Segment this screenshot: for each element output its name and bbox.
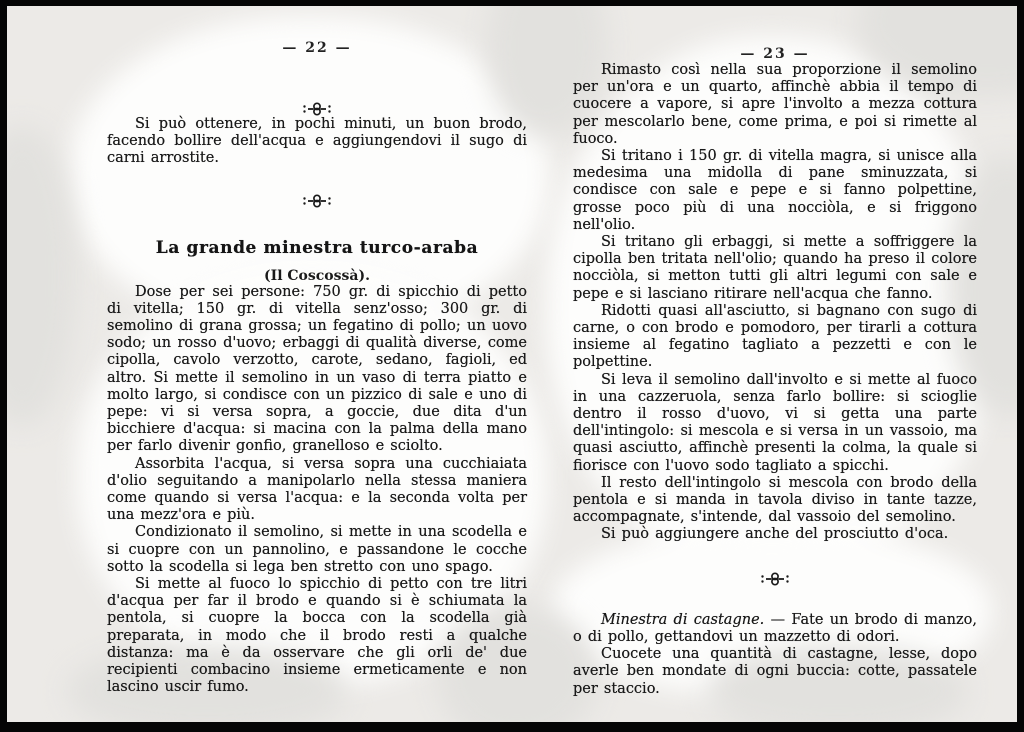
- castagne-paragraph: [573, 612, 977, 646]
- dash-separator: —: [764, 611, 792, 628]
- recipe-paragraph: Si leva il semolino dall'involto e si mette al fuoco in una cazzeruola, senza farlo bollire: si scioglie dentro il rosso d'uovo, vi si getta una parte dell'intingolo: si mescola e si versa in un vassoio, ma quasi asciutto, affinchè presenti la colma, la quale si fiorisce con l'uovo sodo tagliato a spicchi.: [573, 371, 977, 474]
- recipe-paragraph: Si mette al fuoco lo spicchio di petto con tre litri d'acqua per far il brodo e quando si è schiumata la pentola, si cuopre la bocca con la scodella già preparata, in modo che il brodo resti a qualche distanza: ma è da osservare che gli orli de' due recipienti combacino insieme ermeticamente e non lascino uscir fumo.: [107, 576, 527, 696]
- recipe-paragraph: Ridotti quasi all'asciutto, si bagnano con sugo di carne, o con brodo e pomodoro, per tirarli a cottura insieme al fegatino tagliato a pezzetti e con le polpettine.: [573, 302, 977, 371]
- scanned-book-spread: [7, 6, 1017, 722]
- page-left: [107, 30, 527, 696]
- castagne-recipe-title: Minestra di castagne.: [601, 611, 765, 628]
- recipe-title: La grande minestra turco-araba: [155, 237, 479, 258]
- recipe-paragraph: Condizionato il semolino, si mette in una scodella e si cuopre con un pannolino, e passandone le cocche sotto la scodella si lega ben stretto con uno spago.: [107, 524, 527, 575]
- page-right: [573, 38, 977, 698]
- page-number: — 23 —: [740, 46, 810, 62]
- recipe-paragraph: Dose per sei persone: 750 gr. di spicchio di petto di vitella; 150 gr. di vitella senz'osso; 300 gr. di semolino di grana grossa; un fegatino di pollo; un uovo sodo; un rosso d'uovo; erbaggi di qualità diverse, come cipolla, cavolo verzotto, carote, sedano, fagioli, ed altro. Si mette il semolino in un vaso di terra piatto e molto largo, si condisce con un pizzico di sale e uno di pepe: vi si versa sopra, a goccie, due dita d'un bicchiere d'acqua: si macina con la palma della mano per farlo divenir gonfio, granelloso e sciolto.: [107, 283, 527, 455]
- castagne-lead-text: Fate un brodo di manzo, o di pollo, gettandovi un mazzetto di odori.: [573, 611, 977, 645]
- recipe-subtitle: (Il Coscossà).: [264, 267, 370, 284]
- recipe-paragraph: Rimasto così nella sua proporzione il semolino per un'ora e un quarto, affinchè abbia il tempo di cuocere a vapore, si apre l'involto a mezza cottura per mescolarlo bene, come prima, e poi si rimette al fuoco.: [573, 62, 977, 147]
- recipe-paragraph: Si tritano i 150 gr. di vitella magra, si unisce alla medesima una midolla di pane sminuzzata, si condisce con sale e pepe e si fanno polpettine, grosse poco più di una nocciòla, e si friggono nell'olio.: [573, 148, 977, 233]
- intro-paragraph: Si può ottenere, in pochi minuti, un buon brodo, facendo bollire dell'acqua e aggiungendovi il sugo di carni arrostite.: [107, 116, 527, 167]
- scan-shadow: [7, 126, 77, 426]
- recipe-paragraph: Si tritano gli erbaggi, si mette a soffriggere la cipolla ben tritata nell'olio; quando ha preso il colore nocciòla, si metton tutti gli altri legumi con sale e pepe e si lasciano ritirare nell'acqua che fanno.: [573, 234, 977, 302]
- fleuron-icon: [573, 572, 977, 586]
- recipe-paragraph: Assorbita l'acqua, si versa sopra una cucchiaiata d'olio seguitando a manipolarlo nella stessa maniera come quando si versa l'acqua: e la seconda volta per una mezz'ora e più.: [107, 455, 527, 524]
- fleuron-icon: [107, 194, 527, 208]
- recipe-paragraph: Il resto dell'intingolo si mescola con brodo della pentola e si manda in tavola diviso in tante tazze, accompagnate, s'intende, dal vassoio del semolino.: [573, 474, 977, 526]
- page-number: — 22 —: [282, 40, 352, 56]
- castagne-paragraph: Cuocete una quantità di castagne, lesse, dopo averle ben mondate di ogni buccia: cotte, passatele per staccio.: [573, 646, 977, 697]
- fleuron-icon: [107, 102, 527, 116]
- recipe-paragraph: Si può aggiungere anche del prosciutto d'oca.: [601, 526, 949, 543]
